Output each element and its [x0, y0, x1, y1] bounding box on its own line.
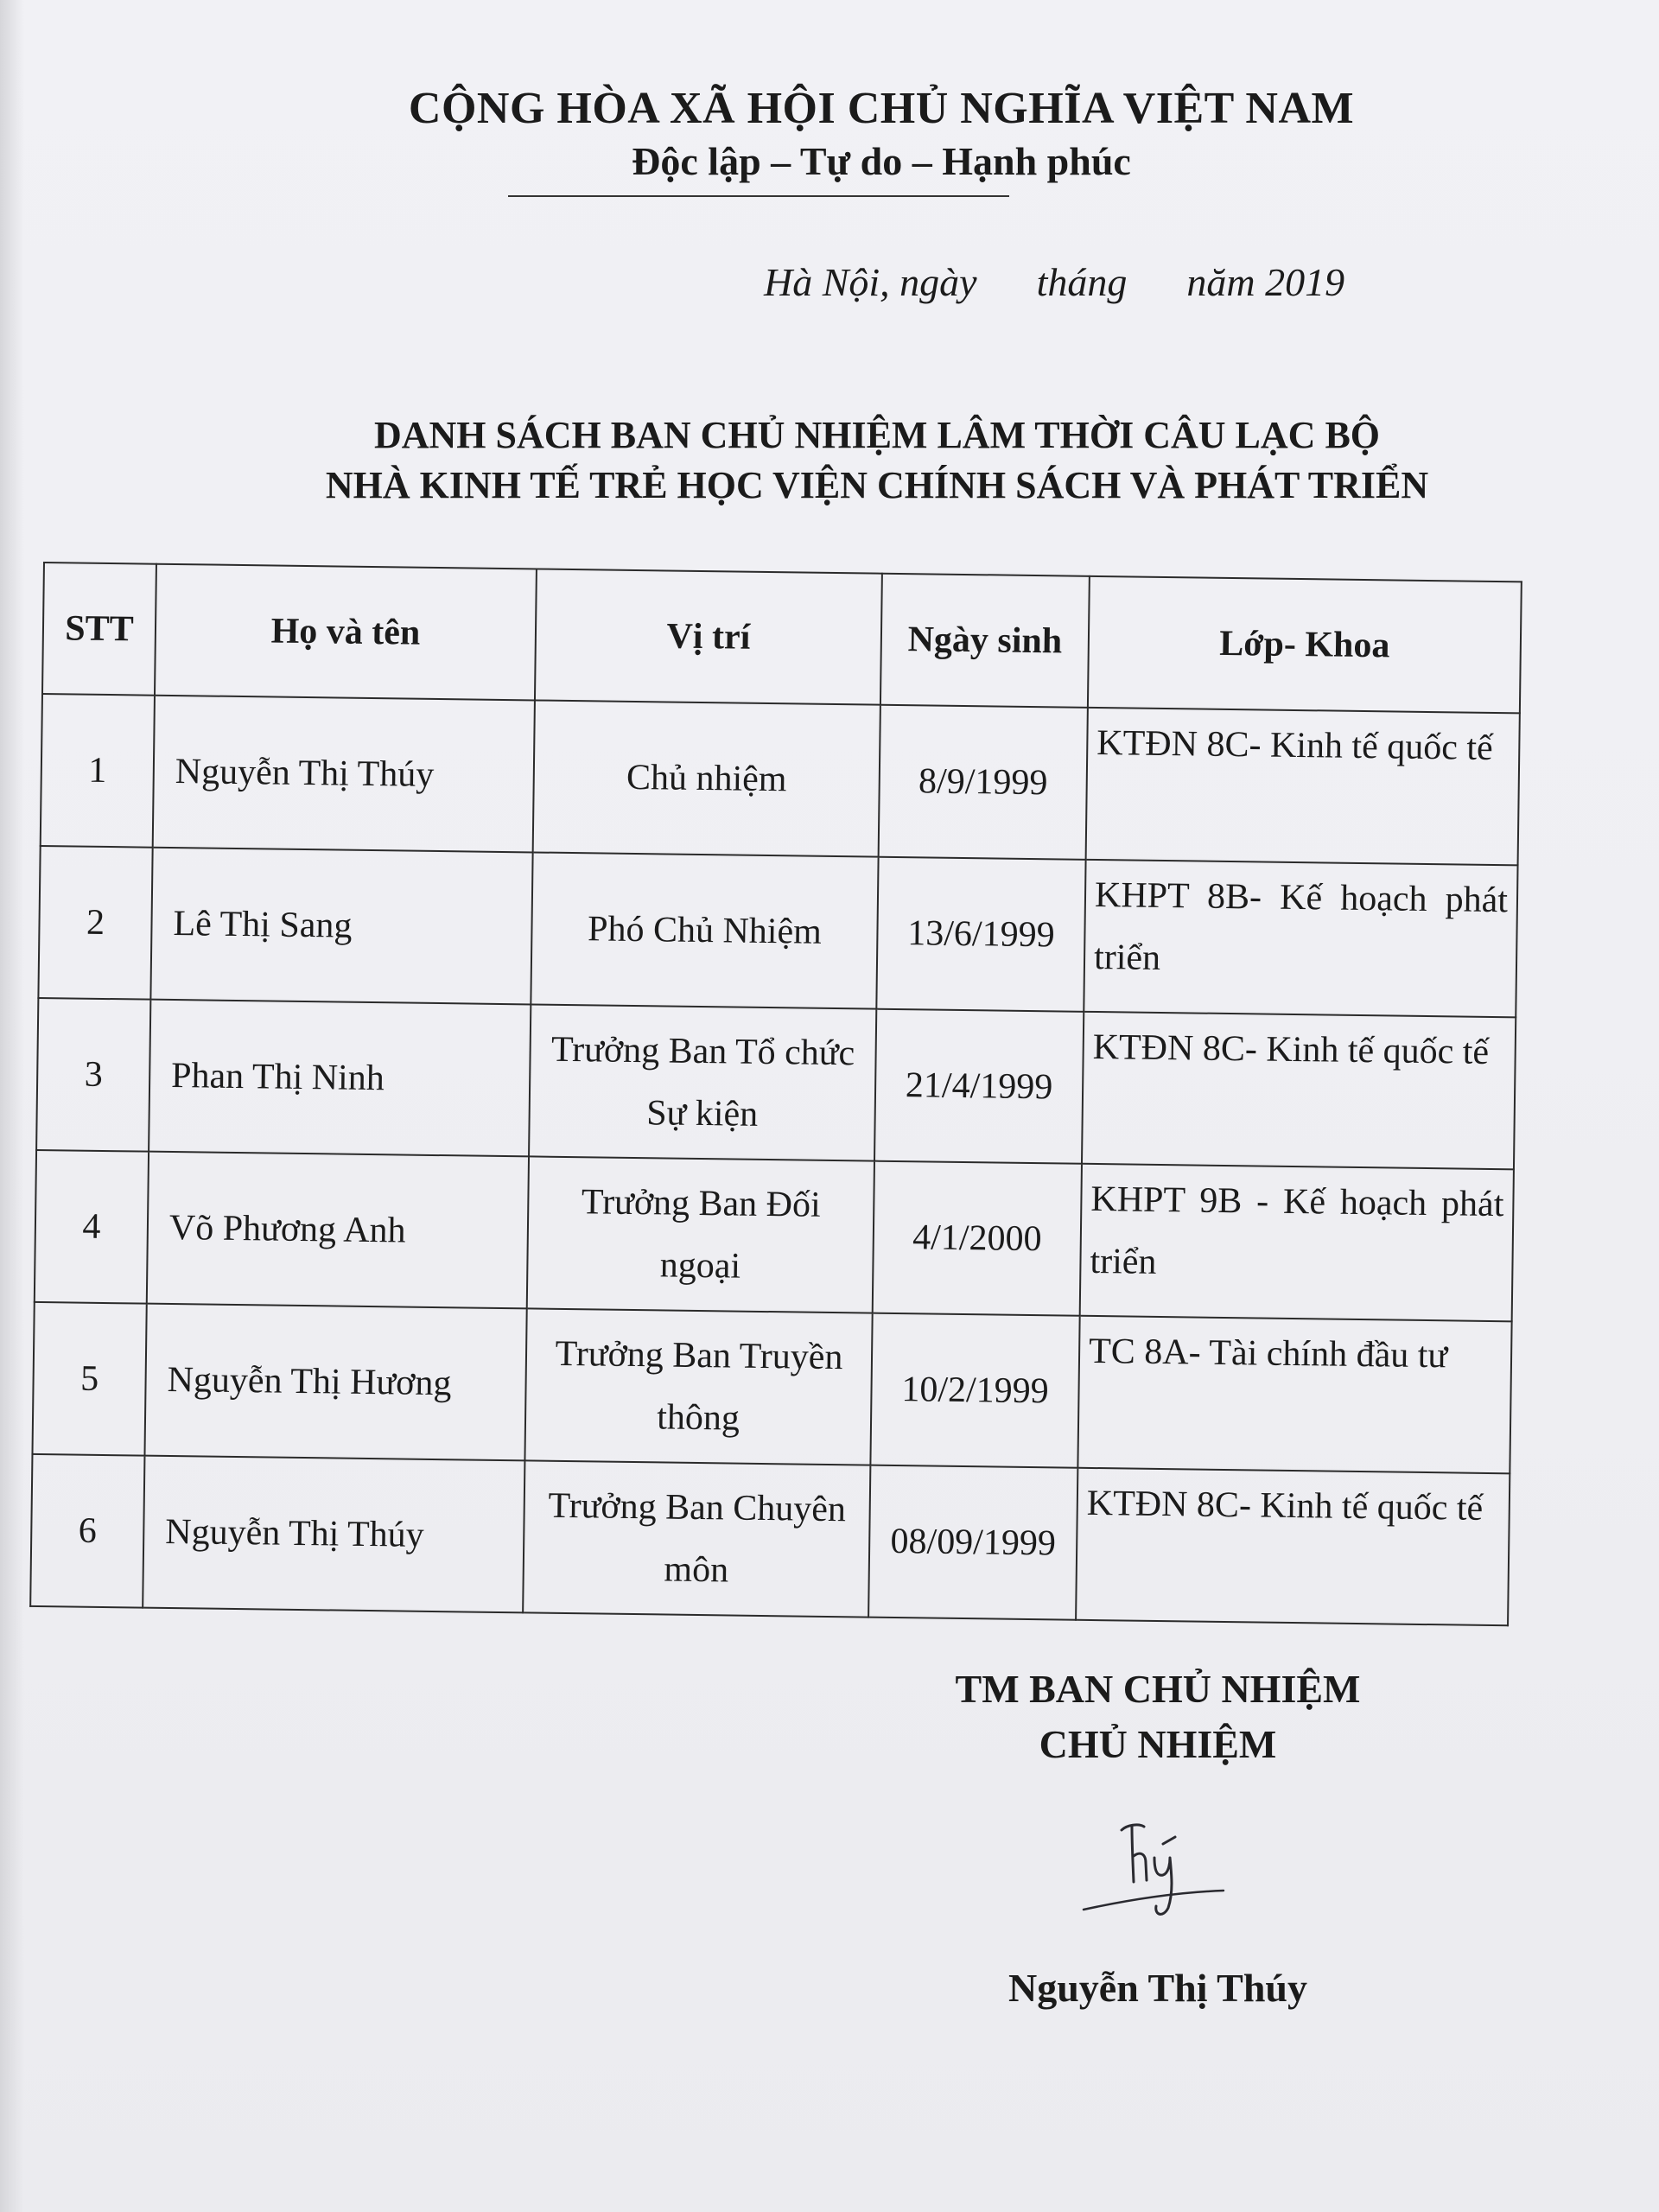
cell-dob: 4/1/2000 [873, 1161, 1082, 1316]
cell-name: Võ Phương Anh [147, 1152, 529, 1309]
cell-position: Trưởng Ban Tổ chức Sự kiện [529, 1004, 876, 1160]
cell-name: Nguyễn Thị Hương [144, 1304, 526, 1461]
motto-underline [508, 195, 1009, 197]
cell-class: KHPT 9B - Kế hoạch phát triển [1080, 1164, 1514, 1322]
cell-class: KHPT 8B- Kế hoạch phát triển [1084, 860, 1517, 1018]
table-header-row [42, 563, 1522, 713]
cell-stt: 4 [35, 1150, 149, 1304]
header-name: Họ và tên [155, 564, 537, 701]
table-row [35, 1150, 1514, 1321]
signer-name: Nguyễn Thị Thúy [1007, 1966, 1308, 2010]
cell-dob: 21/4/1999 [874, 1009, 1084, 1164]
handwritten-signature [1071, 1806, 1236, 1927]
cell-name: Nguyễn Thị Thúy [143, 1456, 524, 1613]
date-line: Hà Nội, ngày tháng năm 2019 [764, 260, 1345, 304]
cell-stt: 6 [30, 1454, 144, 1608]
table-row [36, 998, 1516, 1169]
member-table-container [29, 562, 1521, 1626]
national-header: CỘNG HÒA XÃ HỘI CHỦ NGHĨA VIỆT NAM [408, 84, 1355, 133]
cell-position: Phó Chủ Nhiệm [531, 852, 878, 1008]
table-row [41, 694, 1520, 865]
cell-position: Trưởng Ban Chuyên môn [523, 1460, 870, 1617]
cell-name: Lê Thị Sang [150, 848, 532, 1005]
cell-class: KTĐN 8C- Kinh tế quốc tế [1086, 708, 1520, 866]
cell-stt: 2 [38, 846, 152, 1000]
cell-stt: 3 [36, 998, 150, 1152]
signature-title-line-1: TM BAN CHỦ NHIỆM [955, 1667, 1361, 1711]
document-title-line-1: DANH SÁCH BAN CHỦ NHIỆM LÂM THỜI CÂU LẠC BỘ [373, 414, 1381, 456]
signature-title-line-2: CHỦ NHIỆM [1039, 1722, 1277, 1766]
cell-dob: 08/09/1999 [868, 1465, 1077, 1620]
cell-class: KTĐN 8C- Kinh tế quốc tế [1076, 1468, 1510, 1626]
table-row [32, 1302, 1511, 1473]
header-stt: STT [42, 563, 156, 696]
national-motto: Độc lập – Tự do – Hạnh phúc [632, 139, 1131, 183]
page-edge-shadow [0, 0, 24, 2212]
cell-dob: 10/2/1999 [870, 1313, 1079, 1468]
header-dob: Ngày sinh [880, 574, 1090, 708]
cell-class: KTĐN 8C- Kinh tế quốc tế [1082, 1012, 1516, 1170]
cell-class: TC 8A- Tài chính đầu tư [1077, 1316, 1511, 1474]
cell-name: Nguyễn Thị Thúy [153, 696, 535, 853]
cell-stt: 5 [32, 1302, 146, 1456]
document-title-line-2: NHÀ KINH TẾ TRẺ HỌC VIỆN CHÍNH SÁCH VÀ PHÁT TRIỂN [325, 464, 1429, 506]
cell-position: Trưởng Ban Đối ngoại [527, 1156, 874, 1313]
table-row [30, 1454, 1510, 1625]
table-row [38, 846, 1517, 1017]
cell-position: Chủ nhiệm [533, 700, 880, 856]
cell-position: Trưởng Ban Truyền thông [524, 1308, 872, 1465]
cell-stt: 1 [41, 694, 155, 848]
cell-dob: 13/6/1999 [876, 857, 1085, 1012]
cell-name: Phan Thị Ninh [149, 1000, 531, 1157]
member-table [29, 562, 1522, 1626]
cell-dob: 8/9/1999 [879, 705, 1088, 860]
header-class: Lớp- Khoa [1088, 576, 1522, 714]
header-position: Vị trí [535, 569, 882, 704]
